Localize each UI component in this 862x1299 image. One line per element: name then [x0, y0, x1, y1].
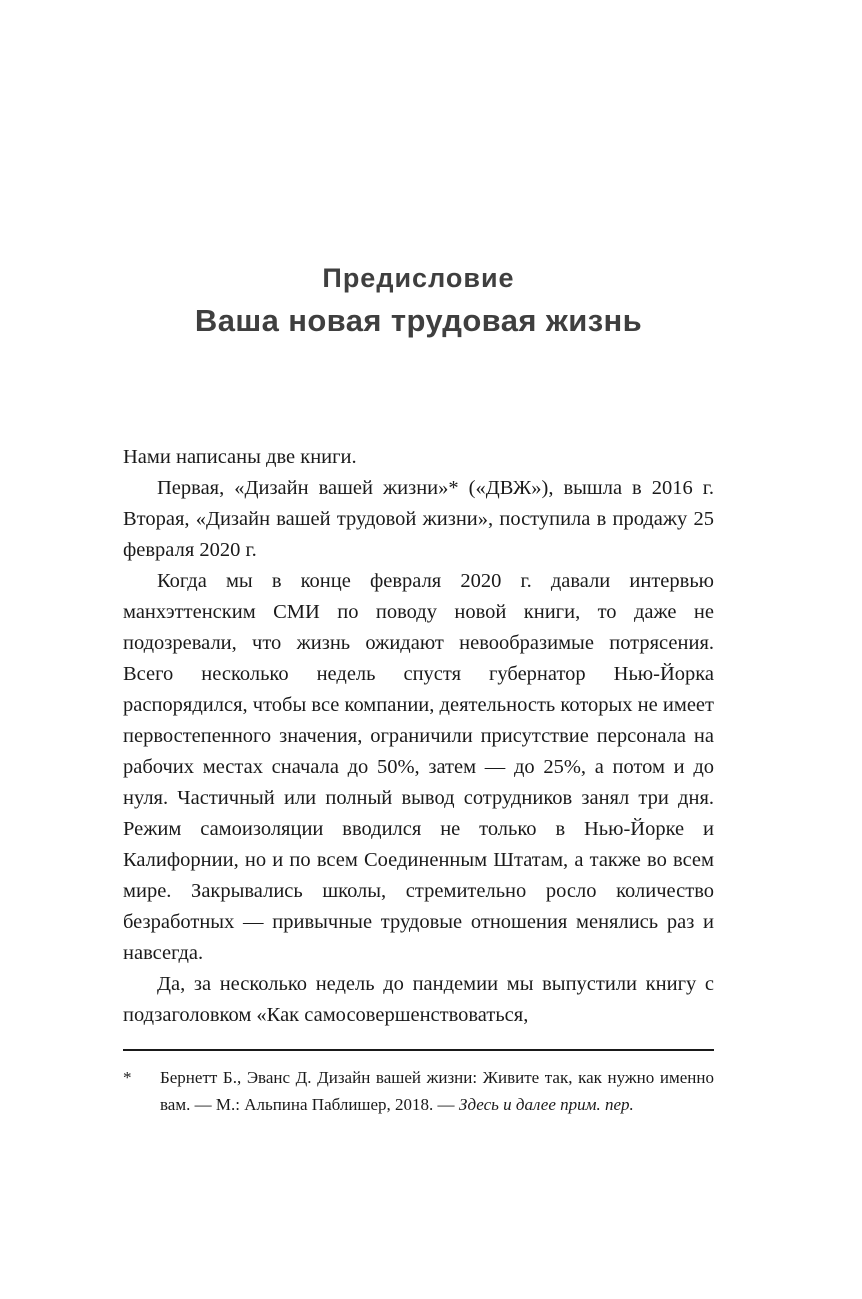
footnote-text-main: Бернетт Б., Эванс Д. Дизайн вашей жизни: Живите так, как нужно именно вам. — М.: Альпина Паблишер, 2018. — [160, 1068, 714, 1114]
paragraph: Первая, «Дизайн вашей жизни»* («ДВЖ»), вышла в 2016 г. Вторая, «Дизайн вашей трудовой жизни», поступила в продажу 25 февраля 2020 г. [123, 477, 714, 561]
body-paragraphs [123, 442, 714, 1031]
footnote-row [123, 1064, 714, 1118]
paragraph: Когда мы в конце февраля 2020 г. давали интервью манхэттенским СМИ по поводу новой книги, то даже не подозревали, что жизнь ожидают невообразимые потрясения. Всего несколько недель спустя губернатор Нью-Йорка распорядился, чтобы все компании, деятельность которых не имеет первостепенного значения, ограничили присутствие персонала на рабочих местах сначала до 50%, затем — до 25%, а потом и до нуля. Частичный или полный вывод сотрудников занял три дня. Режим самоизоляции вводился не только в Нью-Йорке и Калифорнии, но и по всем Соединенным Штатам, а также во всем мире. Закрывались школы, стремительно росло количество безработных — привычные трудовые отношения менялись раз и навсегда. [123, 570, 714, 964]
chapter-title: Предисловие [322, 263, 515, 293]
footnote-text [160, 1064, 714, 1118]
footnote [123, 1049, 714, 1118]
paragraph: Нами написаны две книги. [123, 446, 357, 468]
footnote-marker: * [123, 1068, 132, 1087]
chapter-header [123, 262, 714, 341]
chapter-subtitle: Ваша новая трудовая жизнь [194, 302, 643, 338]
paragraph: Да, за несколько недель до пандемии мы выпустили книгу с подзаголовком «Как самосовершенствоваться, [123, 973, 714, 1026]
footnote-divider [123, 1049, 714, 1051]
footnote-text-italic: Здесь и далее прим. пер. [458, 1095, 634, 1114]
